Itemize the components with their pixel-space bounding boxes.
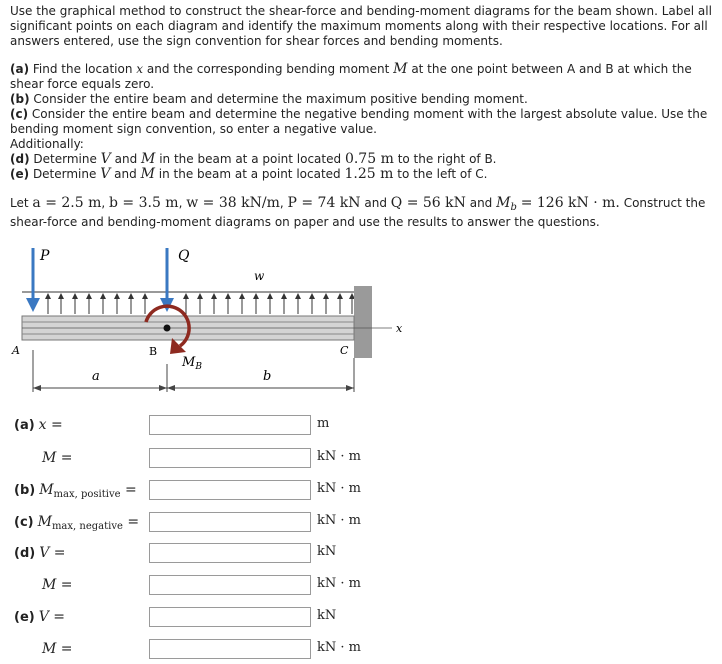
answer-label-e-V xyxy=(14,609,65,625)
intro-text xyxy=(10,4,716,49)
part-c-text xyxy=(10,107,716,137)
answer-row-b-M xyxy=(0,480,722,502)
part-d-text1: Determine xyxy=(33,152,97,166)
part-a-tag: (a) xyxy=(10,62,30,76)
answer-sub-c-M: max, negative xyxy=(51,521,123,532)
answer-unit-d-V: kN xyxy=(317,544,337,559)
answer-row-d-V xyxy=(0,543,722,565)
label-b: b xyxy=(263,369,272,384)
given-and: and xyxy=(364,196,387,210)
answer-var-e-M: M = xyxy=(42,641,73,657)
label-MB-sub: B xyxy=(195,362,202,372)
answer-unit-d-M: kN · m xyxy=(317,576,361,591)
answer-input-e-V[interactable] xyxy=(149,607,311,627)
beam-diagram xyxy=(0,238,722,408)
answer-var-a-M: M = xyxy=(42,450,73,466)
parts-description xyxy=(10,62,716,182)
load-arrowhead-11 xyxy=(225,293,231,299)
answer-var-d-M: M = xyxy=(42,577,73,593)
part-b-body: Consider the entire beam and determine the maximum positive bending moment. xyxy=(33,92,528,106)
load-arrowhead-8 xyxy=(183,293,189,299)
load-arrowhead-17 xyxy=(309,293,315,299)
answer-label-d-M xyxy=(42,577,73,593)
load-arrowhead-19 xyxy=(337,293,343,299)
part-c-body: Consider the entire beam and determine the negative bending moment with the largest absolute value. Use the bending moment sign convention, so enter a negative value. xyxy=(10,107,708,136)
answer-input-d-V[interactable] xyxy=(149,543,311,563)
dim-arrow-b-right xyxy=(346,385,354,391)
part-e-text3: to the left of C. xyxy=(397,167,488,181)
answer-unit-b-M: kN · m xyxy=(317,481,361,496)
load-arrowhead-1 xyxy=(58,293,64,299)
answer-row-e-V xyxy=(0,607,722,629)
label-MB xyxy=(181,355,202,372)
answer-var-a-x: x = xyxy=(38,417,63,433)
given-Mb-val: = 126 kN · m. xyxy=(520,195,620,211)
part-e-M: M xyxy=(140,166,155,182)
dim-arrow-a-right xyxy=(159,385,167,391)
answer-var-d-V: V = xyxy=(39,545,66,561)
given-w: w = 38 kN/m xyxy=(186,195,280,211)
answer-input-e-M[interactable] xyxy=(149,639,311,659)
label-B: B xyxy=(149,345,158,358)
label-P: P xyxy=(40,248,50,264)
load-arrowhead-16 xyxy=(295,293,301,299)
part-d-and: and xyxy=(114,152,138,166)
label-a: a xyxy=(92,369,100,384)
load-arrowhead-18 xyxy=(323,293,329,299)
part-e-text2: in the beam at a point located xyxy=(158,167,341,181)
part-a-M: M xyxy=(393,61,408,77)
part-d-dist: 0.75 m xyxy=(344,151,394,167)
given-b: b = 3.5 m xyxy=(109,195,179,211)
answer-tag-e-V: (e) xyxy=(14,610,35,625)
answer-input-b-M[interactable] xyxy=(149,480,311,500)
answer-row-a-x xyxy=(0,415,722,437)
part-b-text xyxy=(10,92,716,107)
load-arrowhead-7 xyxy=(142,293,148,299)
load-arrowhead-6 xyxy=(128,293,134,299)
given-let: Let xyxy=(10,196,29,210)
part-a-text2: and the corresponding bending moment xyxy=(146,62,390,76)
part-e-text1: Determine xyxy=(32,167,97,181)
answer-var-c-M: M xyxy=(37,514,52,530)
part-d-text xyxy=(10,152,716,167)
given-values xyxy=(10,196,716,230)
load-arrowhead-15 xyxy=(281,293,287,299)
given-a: a = 2.5 m xyxy=(32,195,102,211)
answer-unit-a-M: kN · m xyxy=(317,449,361,464)
answer-tag-d-V: (d) xyxy=(14,546,36,561)
load-arrowhead-0 xyxy=(45,293,51,299)
answer-input-a-x[interactable] xyxy=(149,415,311,435)
given-line: Let a = 2.5 m, b = 3.5 m, w = 38 kN/m, P = 74 kN and Q = 56 kN and $M_b = 126$ kN · m. Construct the shear-force and bending-moment diagrams on paper and use the results to answer the questions. xyxy=(10,195,706,229)
part-d-text3: to the right of B. xyxy=(397,152,497,166)
given-Mb: M xyxy=(496,195,511,211)
intro-paragraph: Use the graphical method to construct the shear-force and bending-moment diagrams for the beam shown. Label all significant points on each diagram and identify the maximum moments along with their respective locations. For all answers entered, use the sign convention for shear forces and bending moments. xyxy=(10,4,712,48)
part-e-tag: (e) xyxy=(10,167,30,181)
given-and2: and xyxy=(469,196,493,210)
answer-eq-b-M: = xyxy=(120,482,137,498)
given-tail: Construct the shear-force and bending-moment diagrams on paper and use the results to answer the questions. xyxy=(10,196,706,229)
answer-input-d-M[interactable] xyxy=(149,575,311,595)
answer-row-a-M xyxy=(0,448,722,470)
label-w: w xyxy=(254,269,265,283)
dim-arrow-a-left xyxy=(33,385,41,391)
part-c-tag: (c) xyxy=(10,107,29,121)
answer-unit-a-x: m xyxy=(317,416,330,431)
given-Q: Q = 56 kN xyxy=(390,195,466,211)
given-P: P = 74 kN xyxy=(287,195,361,211)
answer-input-a-M[interactable] xyxy=(149,448,311,468)
answer-label-e-M xyxy=(42,641,73,657)
answer-unit-e-V: kN xyxy=(317,608,337,623)
label-MB-main: M xyxy=(182,355,196,370)
part-d-tag: (d) xyxy=(10,152,30,166)
load-arrowhead-2 xyxy=(72,293,78,299)
part-a-text xyxy=(10,62,716,92)
part-b-tag: (b) xyxy=(10,92,30,106)
given-Mb-sub: b xyxy=(510,202,517,213)
load-arrowhead-9 xyxy=(197,293,203,299)
answer-label-a-x xyxy=(14,417,63,433)
answer-eq-c-M: = xyxy=(122,514,140,530)
answer-row-c-M xyxy=(0,512,722,534)
answer-label-d-V xyxy=(14,545,66,561)
part-d-M: M xyxy=(141,151,156,167)
part-a-text1: Find the location xyxy=(32,62,133,76)
label-C: C xyxy=(340,344,349,357)
load-arrowhead-5 xyxy=(114,293,120,299)
label-x: x xyxy=(396,322,403,335)
answer-label-a-M xyxy=(42,450,73,466)
answer-input-c-M[interactable] xyxy=(149,512,311,532)
part-a-x: x xyxy=(136,62,144,76)
load-arrowhead-12 xyxy=(239,293,245,299)
part-e-and: and xyxy=(114,167,137,181)
part-e-dist: 1.25 m xyxy=(344,166,394,182)
answer-row-d-M xyxy=(0,575,722,597)
label-A: A xyxy=(12,344,20,357)
answer-var-e-V: V = xyxy=(38,609,65,625)
upward-load-arrow-group xyxy=(22,292,355,314)
point-B xyxy=(164,325,171,332)
load-arrowhead-3 xyxy=(86,293,92,299)
load-arrowhead-14 xyxy=(267,293,273,299)
answer-tag-c-M: (c) xyxy=(14,515,34,530)
part-e-V: V xyxy=(100,166,111,182)
label-Q: Q xyxy=(178,248,190,264)
answer-label-b-M xyxy=(14,482,137,500)
load-arrowhead-13 xyxy=(253,293,259,299)
answer-var-b-M: M xyxy=(39,482,54,498)
part-e-text xyxy=(10,167,716,182)
dim-arrow-b-left xyxy=(167,385,175,391)
fixed-wall-C xyxy=(354,286,372,358)
answer-tag-b-M: (b) xyxy=(14,483,36,498)
answer-label-c-M xyxy=(14,514,139,532)
answer-sub-b-M: max, positive xyxy=(53,489,121,500)
part-d-text2: in the beam at a point located xyxy=(159,152,342,166)
answer-tag-a-x: (a) xyxy=(14,418,35,433)
additionally-label: Additionally: xyxy=(10,137,84,151)
force-P-head xyxy=(26,298,40,312)
answer-row-e-M xyxy=(0,639,722,661)
answer-unit-c-M: kN · m xyxy=(317,513,361,528)
part-a-text3: at the one point between A and B at which the shear force equals zero. xyxy=(10,62,692,91)
load-arrowhead-4 xyxy=(100,293,106,299)
answer-unit-e-M: kN · m xyxy=(317,640,361,655)
part-d-V: V xyxy=(100,151,111,167)
load-arrowhead-10 xyxy=(211,293,217,299)
